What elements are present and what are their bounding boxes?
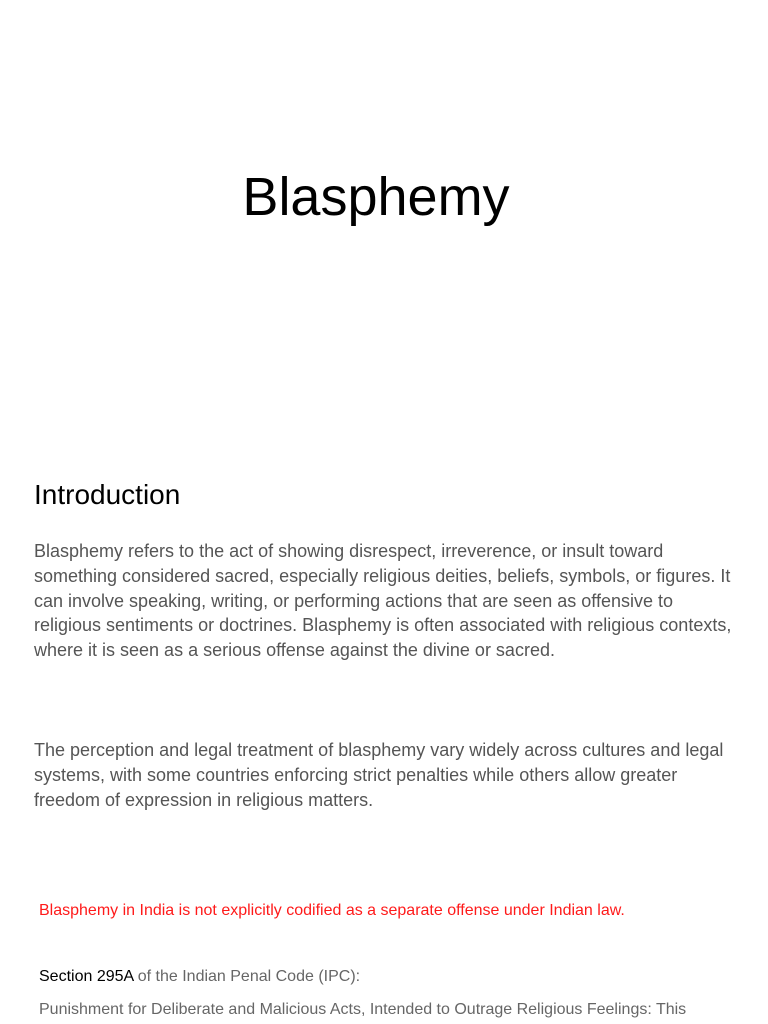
intro-paragraph-2: The perception and legal treatment of blasphemy vary widely across cultures and legal systems, with some countries enforcing strict penalties while others allow greater freedom of expression in religious matters. <box>34 740 724 810</box>
section-heading-introduction: Introduction <box>34 479 181 510</box>
punishment-text: Punishment for Deliberate and Malicious Acts, Intended to Outrage Religious Feelings: This <box>39 1001 687 1018</box>
section-description: of the Indian Penal Code (IPC): <box>133 968 361 985</box>
page-title: Blasphemy <box>242 167 510 227</box>
section-reference <box>39 967 360 987</box>
india-law-note: Blasphemy in India is not explicitly codified as a separate offense under Indian law. <box>39 902 625 919</box>
intro-paragraph-1: Blasphemy refers to the act of showing disrespect, irreverence, or insult toward something considered sacred, especially religious deities, beliefs, symbols, or figures. It can involve speaking, writing, or performing actions that are seen as offensive to religious sentiments or doctrines. Blasphemy is often associated with religious contexts, where it is seen as a serious offense against the divine or sacred. <box>34 541 732 661</box>
section-id: Section 295A <box>39 968 134 985</box>
